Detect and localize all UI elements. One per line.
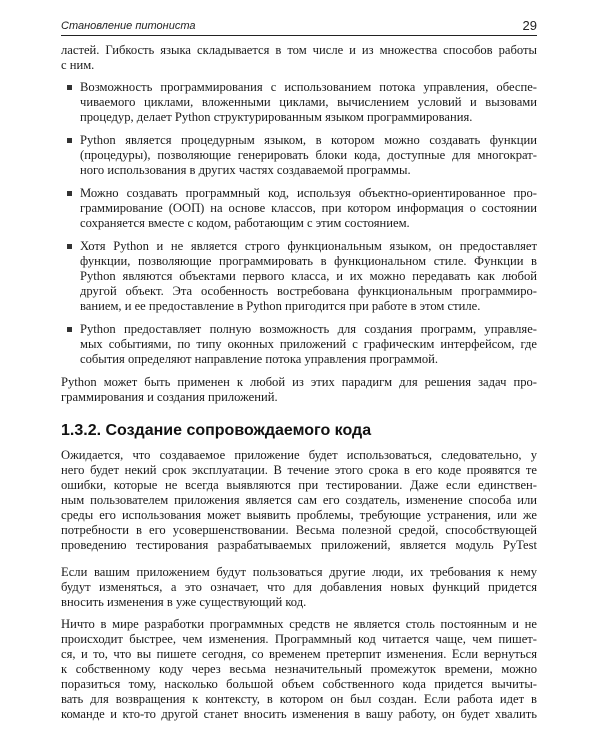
text-line: мых событиями, по типу оконных приложений с графическим интерфейсом, где [80, 337, 537, 351]
page-header [61, 18, 537, 36]
bullet-list [61, 80, 537, 367]
text-line: другой объект. Эта особенность востребована функциональным программиро- [80, 284, 537, 298]
text-line: проведению тестирования разрабатываемых приложений, является модуль PyTest [61, 538, 537, 552]
text-line: среды его использования может выявить проблемы, требующие устранения, или же [61, 508, 537, 522]
text-line: Если вашим приложением будут пользоваться другие люди, их требования к нему [61, 565, 537, 579]
text-line: к собственному коду через весьма незначительный промежуток времени, можно [61, 662, 537, 676]
text-line: потребности в его усовершенствовании. Весьма полезной средой, способствующей [61, 523, 537, 537]
text-line: функции, позволяющие программировать в функциональном стиле. Функции в [80, 254, 537, 268]
text-line: Python являются объектами первого класса, и их можно передавать как любой [80, 269, 537, 283]
body-paragraph [61, 617, 537, 722]
paradigms-paragraph [61, 375, 537, 405]
square-bullet-icon [67, 191, 72, 196]
text-line: Хотя Python и не является строго функциональным языком, он предоставляет [80, 239, 537, 253]
body-paragraph [61, 448, 537, 553]
square-bullet-icon [67, 85, 72, 90]
text-line: ным пользователем приложения является сам его создатель, изменение способа или [61, 493, 537, 507]
text-line: ошибки, которые не всегда выявляются при тестировании. Даже если единствен- [61, 478, 537, 492]
text-line: поразиться тому, насколько большой объем собственного кода придется вычиты- [61, 677, 537, 691]
text-line: вносить изменения в уже существующий код. [61, 595, 307, 609]
text-line: граммирования и создания приложений. [61, 390, 278, 404]
square-bullet-icon [67, 244, 72, 249]
page-body [61, 43, 537, 729]
text-line: граммирование (ООП) на основе классов, при котором информация о состоянии [80, 201, 537, 215]
text-line: с ним. [61, 58, 95, 72]
intro-paragraph [61, 43, 537, 73]
text-line: ластей. Гибкость языка складывается в том числе и из множества способов работы [61, 43, 537, 57]
body-paragraph [61, 565, 537, 610]
section-heading: 1.3.2. Создание сопровождаемого кода [61, 422, 372, 439]
square-bullet-icon [67, 138, 72, 143]
text-line: события определяют направление потока управления программой. [80, 352, 439, 366]
list-item [61, 239, 537, 314]
page-number: 29 [522, 18, 537, 33]
text-line: вать для возвращения к контексту, в котором он был создан. Если работа идет в [61, 692, 537, 706]
text-line: чиваемого циклами, вложенными циклами, вычислением условий и вызовами [80, 95, 537, 109]
text-line: Python является процедурным языком, в котором можно создавать функции [80, 133, 537, 147]
list-item [61, 186, 537, 231]
text-line: Python может быть применен к любой из этих парадигм для решения задач про- [61, 375, 537, 389]
text-line: него будет некий срок эксплуатации. В течение этого срока в его коде проявятся те [61, 463, 537, 477]
text-line: происходит быстрее, чем изменения. Программный код читается чаще, чем пишет- [61, 632, 537, 646]
text-line: команде и кто-то другой станет вносить изменения в вашу работу, он будет хвалить [61, 707, 537, 721]
text-line: Ничто в мире разработки программных средств не является столь постоянным и не [61, 617, 537, 631]
text-line: ного использования в других частях создаваемой программы. [80, 163, 411, 177]
square-bullet-icon [67, 327, 72, 332]
text-line: процедур, делает Python структурированным языком программирования. [80, 110, 473, 124]
running-title: Становление питониста [61, 20, 196, 32]
text-line: (процедуры), позволяющие генерировать блоки кода, доступные для многократ- [80, 148, 537, 162]
text-line: Ожидается, что создаваемое приложение будет использоваться, следовательно, у [61, 448, 537, 462]
text-line: ванием, и ее предоставление в Python пригодится при работе в этом стиле. [80, 299, 481, 313]
text-line: Возможность программирования с использованием потока управления, обеспе- [80, 80, 537, 94]
text-line: ся, и то, что вы пишете сегодня, со временем претерпит изменения. Если вернуться [61, 647, 537, 661]
text-line: будут изменяться, а это означает, что для добавления новых функций придется [61, 580, 537, 594]
list-item [61, 322, 537, 367]
text-line: Python предоставляет полную возможность для создания программ, управляе- [80, 322, 537, 336]
list-item [61, 133, 537, 178]
text-line: Можно создавать программный код, используя объектно-ориентированное про- [80, 186, 537, 200]
text-line: сохраняется вместе с кодом, работающим с этим состоянием. [80, 216, 410, 230]
list-item [61, 80, 537, 125]
